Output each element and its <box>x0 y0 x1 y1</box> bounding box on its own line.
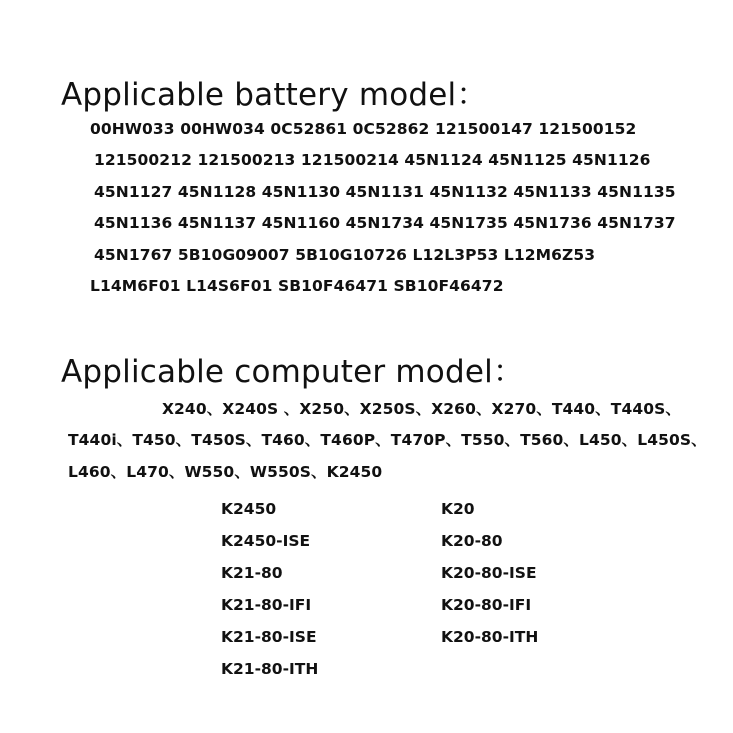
battery-model-line: 00HW033 00HW034 0C52861 0C52862 121500147 121500152 <box>90 120 637 138</box>
computer-model-line: L460、L470、W550、W550S、K2450 <box>68 463 383 481</box>
computer-model-line: T440i、T450、T450S、T460、T460P、T470P、T550、T560、L450、L450S、 <box>68 431 707 449</box>
computer-model-item: K21-80-IFI <box>221 596 312 614</box>
computer-model-left-column <box>221 498 318 690</box>
computer-model-heading: Applicable computer model： <box>61 354 525 390</box>
computer-model-line: X240、X240S 、X250、X250S、X260、X270、T440、T440S、 <box>162 400 681 418</box>
computer-model-item: K2450-ISE <box>221 532 311 550</box>
computer-model-right-column <box>441 498 538 658</box>
battery-model-line: 45N1127 45N1128 45N1130 45N1131 45N1132 45N1133 45N1135 <box>94 183 676 201</box>
battery-model-heading: Applicable battery model： <box>61 77 488 113</box>
computer-model-item: K21-80-ISE <box>221 628 317 646</box>
computer-model-item: K2450 <box>221 500 277 518</box>
battery-model-line: 121500212 121500213 121500214 45N1124 45N1125 45N1126 <box>94 151 651 169</box>
battery-model-line: L14M6F01 L14S6F01 SB10F46471 SB10F46472 <box>90 277 504 295</box>
computer-model-item: K20-80 <box>441 532 503 550</box>
battery-model-line: 45N1767 5B10G09007 5B10G10726 L12L3P53 L12M6Z53 <box>94 246 596 264</box>
computer-model-item: K21-80-ITH <box>221 660 319 678</box>
computer-model-item: K20-80-ISE <box>441 564 537 582</box>
computer-model-item: K20 <box>441 500 475 518</box>
computer-model-item: K20-80-IFI <box>441 596 532 614</box>
computer-model-item: K20-80-ITH <box>441 628 539 646</box>
battery-model-line: 45N1136 45N1137 45N1160 45N1734 45N1735 45N1736 45N1737 <box>94 214 676 232</box>
computer-model-item: K21-80 <box>221 564 283 582</box>
